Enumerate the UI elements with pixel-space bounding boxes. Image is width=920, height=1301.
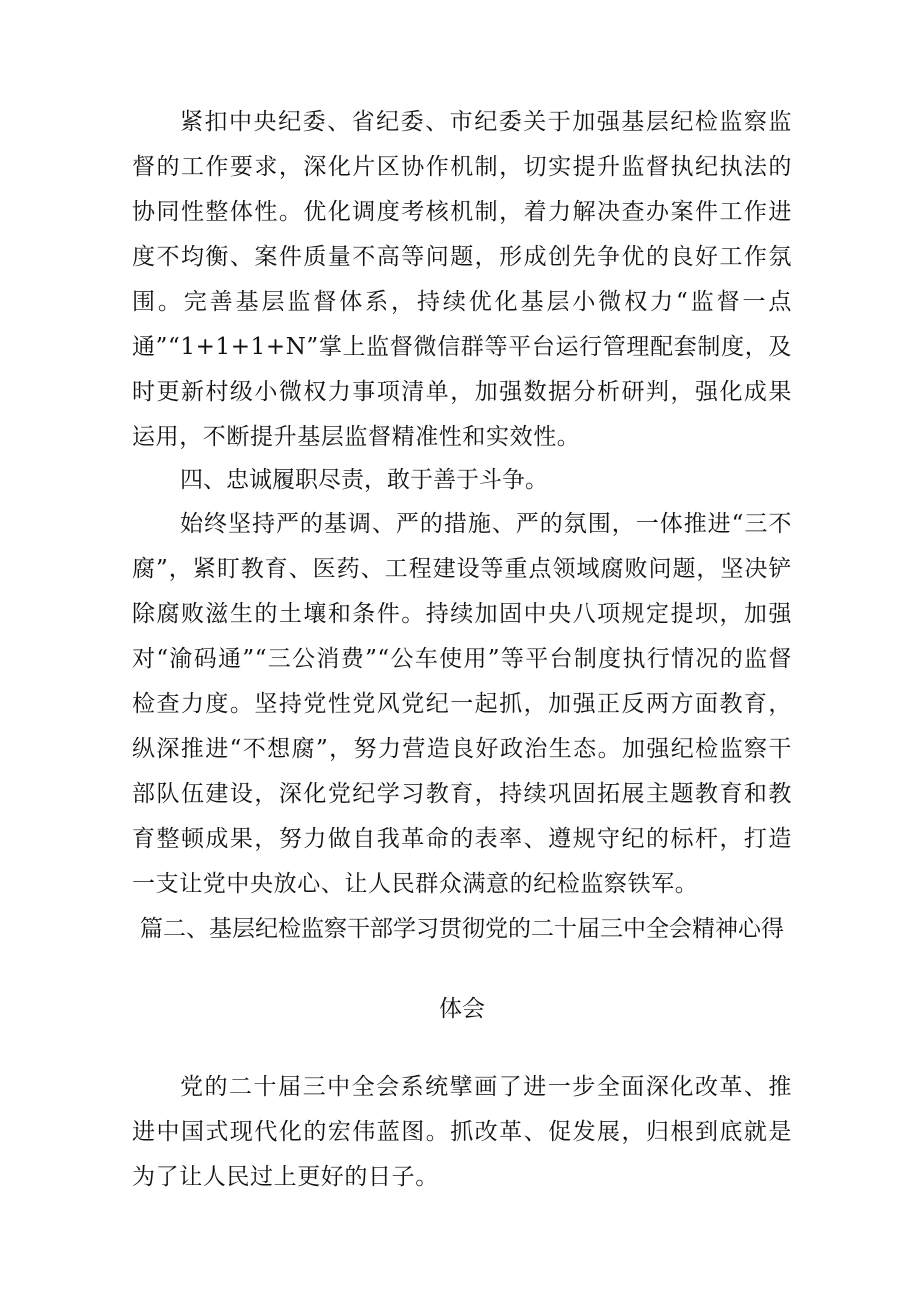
section-heading: 四、忠诚履职尽责，敢于善于斗争。: [180, 467, 548, 493]
body-paragraph: 始终坚持严的基调、严的措施、严的氛围，一体推进“三不腐”，紧盯教育、医药、工程建设等重点领域腐败问题，坚决铲除腐败滋生的土壤和条件。持续加固中央八项规定提坝，加强对“渝码通”“三公消费”“公车使用”等平台制度执行情况的监督检查力度。坚持党性党风党纪一起抓，加强正反两方面教育，纵深推进“不想腐”，努力营造良好政治生态。加强纪检监察干部队伍建设，深化党纪学习教育，持续巩固拓展主题教育和教育整顿成果，努力做自我革命的表率、遵规守纪的标杆，打造一支让党中央放心、让人民群众满意的纪检监察铁军。: [132, 511, 792, 897]
article-title: 篇二、基层纪检监察干部学习贯彻党的二十届三中全会精神心得体会: [140, 916, 784, 1022]
body-paragraph: 紧扣中央纪委、省纪委、市纪委关于加强基层纪检监察监督的工作要求，深化片区协作机制，切实提升监督执纪执法的协同性整体性。优化调度考核机制，着力解决查办案件工作进度不均衡、案件质量不高等问题，形成创先争优的良好工作氛围。完善基层监督体系，持续优化基层小微权力“监督一点通”“1+1+1+N”掌上监督微信群等平台运行管理配套制度，及时更新村级小微权力事项清单，加强数据分析研判，强化成果运用，不断提升基层监督精准性和实效性。: [132, 109, 792, 450]
body-paragraph: 党的二十届三中全会系统擘画了进一步全面深化改革、推进中国式现代化的宏伟蓝图。抓改革、促发展，归根到底就是为了让人民过上更好的日子。: [132, 1074, 792, 1190]
